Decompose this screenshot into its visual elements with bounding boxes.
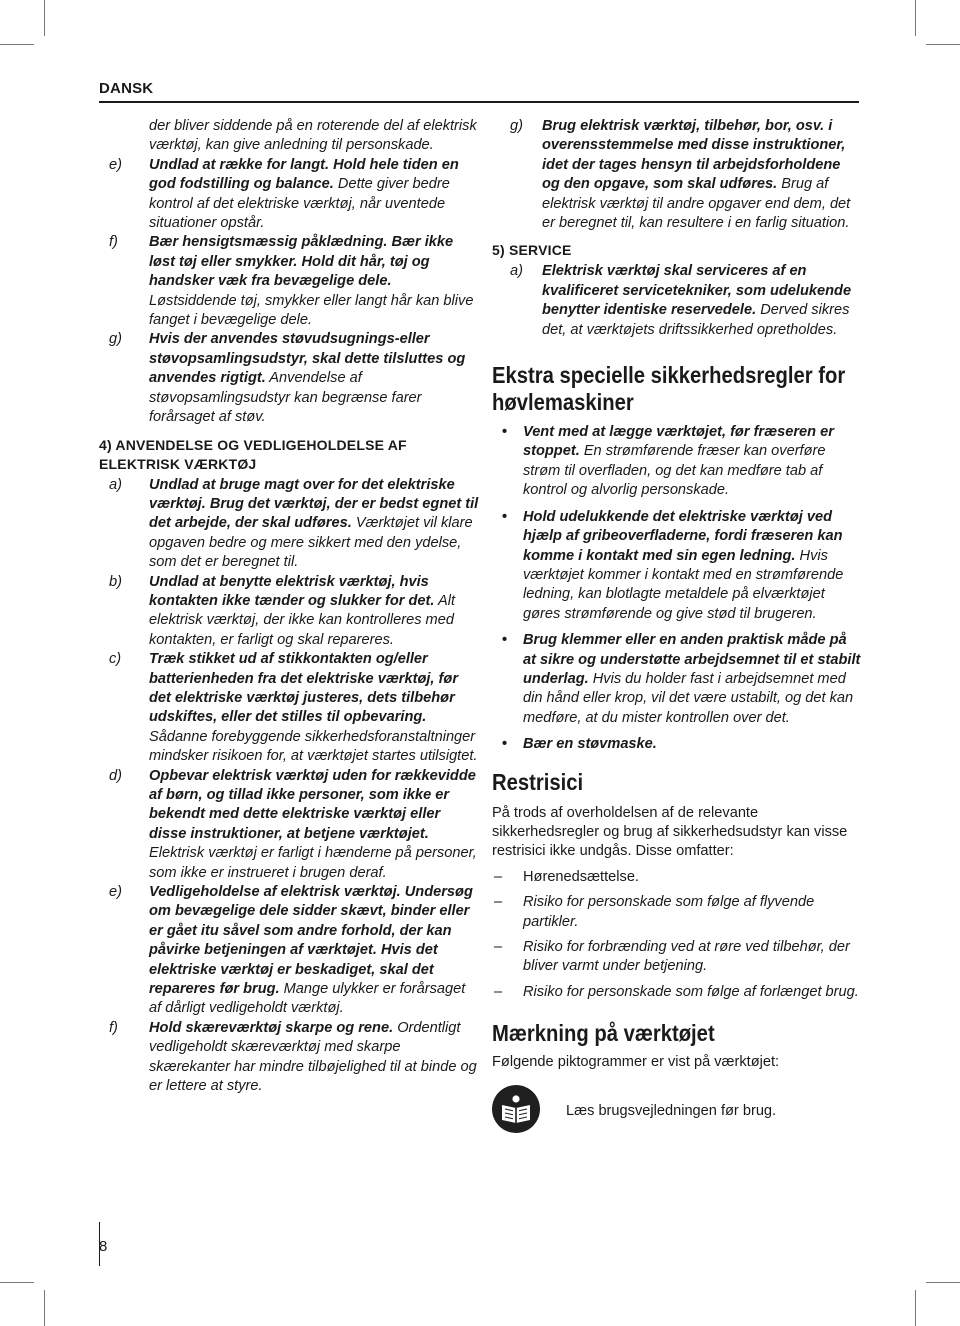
item-bold-text: Bær hensigtsmæssig påklædning. Bær ikke løst tøj eller smykker. Hold dit hår, tøj og handsker væk fra bevægelige dele. (149, 234, 454, 290)
list-item (99, 883, 479, 1019)
item-marker: a) (109, 476, 122, 493)
crop-mark (915, 0, 916, 36)
item-bold-text: Brug elektrisk værktøj, tilbehør, bor, osv. i overensstemmelse med disse instruktioner, idet der tages hensyn til arbejdsforholdene og den opgave, som skal udføres. (542, 118, 846, 193)
item-bold-text: Træk stikket ud af stikkontakten og/eller batterienheden fra det elektriske værktøj, før det elektriske værktøj justeres, dets tilbehør udskiftes, eller det stilles til opbevaring. (149, 651, 458, 726)
bullet-text: En strømførende fræser kan overføre strøm til overfladen, og det kan medføre tab af kontrol og alvorlig personskade. (523, 443, 826, 499)
item-marker: e) (109, 156, 122, 173)
crop-mark (926, 44, 960, 45)
dash-item (492, 983, 862, 1002)
item-text: Ordentligt vedligeholdt skæreværktøj med skarpe skærekanter har mindre tilbøjelighed til at binde og er lettere at styre. (149, 1019, 477, 1095)
dash-text: Hørenedsættelse. (523, 868, 639, 885)
crop-mark (926, 1282, 960, 1283)
marking-intro: Følgende piktogrammer er vist på værktøjet: (492, 1054, 780, 1071)
list-item (99, 330, 479, 427)
header-rule (99, 101, 859, 103)
section-heading: 5) SERVICE (492, 242, 572, 259)
dash-item (492, 893, 862, 932)
list-item (99, 1019, 479, 1097)
pictogram-row (492, 1085, 862, 1133)
dash-item (492, 938, 862, 977)
list-item (99, 573, 479, 651)
list-item (492, 262, 862, 340)
read-manual-icon (492, 1085, 540, 1133)
dash-text: Risiko for personskade som følge af forlænget brug. (523, 983, 859, 1000)
item-marker: c) (109, 651, 122, 668)
list-item (492, 117, 862, 233)
item-bold-text: Undlad at benytte elektrisk værktøj, hvis kontakten ikke tænder og slukker for det. (149, 573, 435, 609)
dash-marker: – (494, 939, 503, 955)
item-bold-text: Undlad at række for langt. Hold hele tiden en god fodstilling og balance. (149, 156, 459, 193)
dash-text: Risiko for forbrænding ved at røre ved tilbehør, der bliver varmt under betjening. (523, 939, 850, 975)
dash-text: Risiko for personskade som følge af flyvende partikler. (523, 894, 815, 930)
bullet-bold-text: Bær en støvmaske. (523, 736, 657, 753)
section-heading: 4) ANVENDELSE OG VEDLIGEHOLDELSE AF ELEKTRISK VÆRKTØJ (99, 436, 407, 472)
item-marker: d) (109, 767, 122, 784)
item-marker: f) (109, 1019, 118, 1036)
item-bold-text: Vedligeholdelse af elektrisk værktøj. Undersøg om bevægelige dele sidder skævt, binder eller er gået itu såvel som andre forhold, der kan påvirke betjeningen af værktøjet. Hvis det elektriske værktøj er beskadiget, skal det repareres før brug. (149, 884, 473, 998)
item-marker: a) (510, 263, 523, 280)
list-item (99, 476, 479, 573)
item-marker: g) (109, 331, 122, 348)
right-column (492, 117, 862, 1133)
dash-marker: – (494, 868, 503, 885)
language-label: DANSK (99, 80, 154, 97)
item-text: Brug af elektrisk værktøj til andre opgaver end dem, det er beregnet til, kan resultere i en farlig situation. (542, 176, 851, 232)
bullet-text: Hvis værktøjet kommer i kontakt med en strømførende ledning, kan blotlagte metaldele på elværktøjet gøres strømførende og give stød til brugeren. (523, 547, 844, 622)
item-bold-text: Elektrisk værktøj skal serviceres af en kvalificeret servicetekniker, som udelukende benytter identiske reservedele. (542, 263, 852, 319)
heading-restrisici: Restrisici (492, 768, 584, 795)
bullet-text: Hvis du holder fast i arbejdsemnet med din hånd eller krop, vil det være ustabilt, og det kan medføre, at du mister kontrollen over det. (523, 670, 854, 726)
item-marker: b) (109, 573, 122, 590)
bullet-item (492, 508, 862, 624)
bullet-bold-text: Hold udelukkende det elektriske værktøj ved hjælp af gribeoverfladerne, fordi fræseren kan komme i kontakt med sin egen ledning. (523, 508, 843, 564)
item-text: Elektrisk værktøj er farligt i hænderne på personer, som ikke er instrueret i brugen deraf. (149, 845, 477, 881)
list-item (99, 156, 479, 234)
bullet-item (492, 423, 862, 501)
item-text: Løstsiddende tøj, smykker eller langt hår kan blive fanget i bevægelige dele. (149, 292, 474, 329)
item-text: Derved sikres det, at værktøjets driftssikkerhed opretholdes. (542, 302, 850, 338)
pictogram-label: Læs brugsvejledningen før brug. (566, 1102, 777, 1119)
crop-mark (44, 1290, 45, 1326)
dash-item (492, 868, 862, 887)
item-text: Værktøjet vil klare opgaven bedre og mere sikkert med den ydelse, som det er beregnet til. (149, 515, 473, 571)
bullet-bold-text: Vent med at lægge værktøjet, før fræseren er stoppet. (523, 424, 834, 460)
heading-extra-safety: Ekstra specielle sikkerhedsregler for høvlemaskiner (492, 362, 846, 416)
list-item (99, 650, 479, 766)
heading-marking: Mærkning på værktøjet (492, 1020, 715, 1047)
left-column (99, 117, 479, 1097)
item-marker: e) (109, 884, 122, 901)
crop-mark (915, 1290, 916, 1326)
item-bold-text: Hold skæreværktøj skarpe og rene. (149, 1019, 394, 1036)
list-item (99, 233, 479, 330)
crop-mark (0, 1282, 34, 1283)
item-bold-text: Undlad at bruge magt over for det elektriske værktøj. Brug det værktøj, der er bedst egnet til det arbejde, der skal udføres. (149, 476, 479, 532)
item-bold-text: Opbevar elektrisk værktøj uden for rækkevidde af børn, og tillad ikke personer, som ikke er bekendt med dette elektriske værktøj eller disse instruktioner, at betjene værktøjet. (149, 767, 476, 842)
page-number-text: 8 (99, 1238, 108, 1255)
bullet-item (492, 631, 862, 728)
bullet-item (492, 735, 862, 754)
dash-marker: – (494, 983, 503, 1000)
item-text: Mange ulykker er forårsaget af dårligt vedligeholdt værktøj. (149, 981, 466, 1017)
restrisici-intro: På trods af overholdelsen af de relevante sikkerhedsregler og brug af sikkerhedsudstyr kan visse restrisici ikke undgås. Disse omfatter: (492, 804, 848, 860)
item-text: Alt elektrisk værktøj, der ikke kan kontrolleres med kontakten, er farligt og skal repareres. (149, 592, 456, 648)
item-text: Anvendelse af støvopsamlingsudstyr kan begrænse farer forårsaget af støv. (149, 370, 422, 426)
crop-mark (0, 44, 34, 45)
item-bold-text: Hvis der anvendes støvudsugnings-eller støvopsamlingsudstyr, skal dette tilsluttes og anvendes rigtigt. (149, 331, 466, 387)
intro-continuation: der bliver siddende på en roterende del af elektrisk værktøj, kan give anledning til personskade. (149, 118, 477, 154)
list-item (99, 767, 479, 883)
dash-marker: – (494, 894, 503, 911)
crop-mark (44, 0, 45, 36)
bullet-bold-text: Brug klemmer eller en anden praktisk måde på at sikre og understøtte arbejdsemnet til et stabilt underlag. (523, 632, 861, 687)
item-text: Sådanne forebyggende sikkerhedsforanstaltninger mindsker risikoen for, at værktøjet startes utilsigtet. (149, 728, 478, 765)
item-marker: g) (510, 118, 523, 134)
item-marker: f) (109, 234, 118, 251)
page-number (99, 1238, 107, 1255)
item-text: Dette giver bedre kontrol af det elektriske værktøj, når uventede situationer opstår. (149, 176, 450, 232)
